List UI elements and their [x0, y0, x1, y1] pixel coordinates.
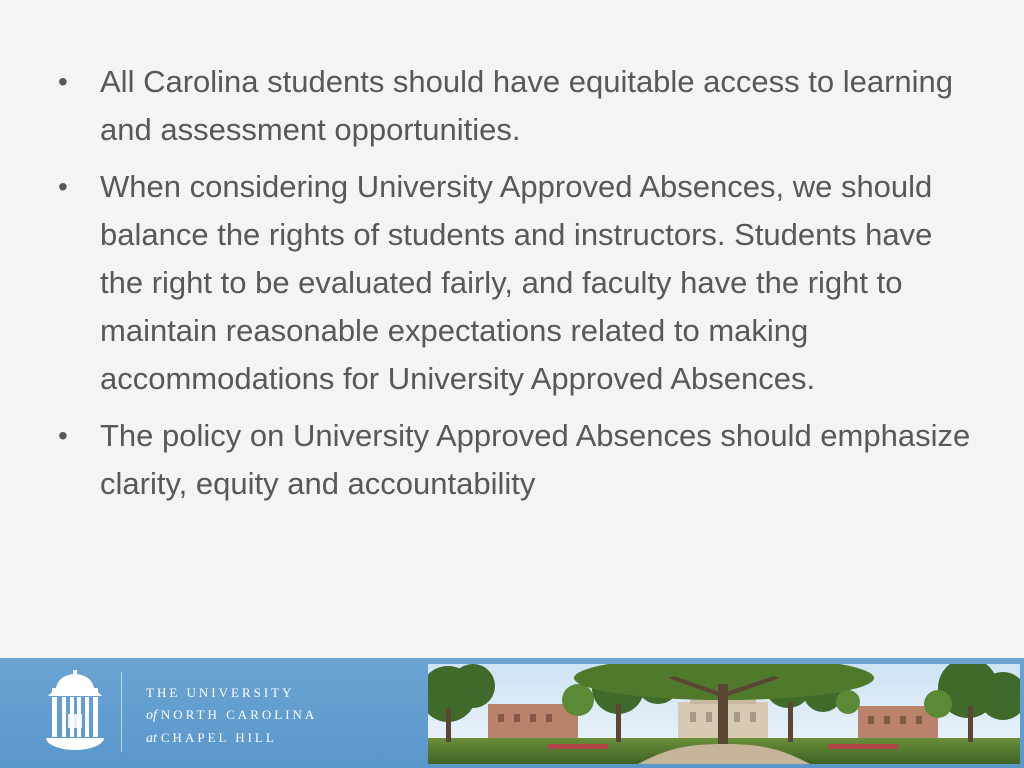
bullet-text: All Carolina students should have equitable access to learning and assessment opportunities.	[100, 64, 954, 147]
bullet-item	[58, 412, 978, 508]
wordmark-at: at	[146, 731, 157, 746]
bullet-icon: •	[58, 66, 68, 97]
bullet-icon: •	[58, 171, 68, 202]
bullet-icon: •	[58, 420, 68, 451]
campus-panorama-image	[428, 664, 1020, 764]
wordmark-line-2	[146, 704, 317, 727]
bullet-text: The policy on University Approved Absences should emphasize clarity, equity and accountability	[100, 418, 971, 501]
wordmark-state: NORTH CAROLINA	[160, 707, 318, 722]
university-wordmark	[146, 682, 317, 750]
wordmark-line-1: THE UNIVERSITY	[146, 685, 295, 700]
wordmark-line-3	[146, 727, 317, 750]
wordmark-campus: CHAPEL HILL	[160, 730, 277, 745]
wordmark-of: of	[146, 708, 157, 723]
old-well-icon	[40, 670, 110, 756]
footer-banner	[0, 658, 1024, 768]
bullet-item	[58, 58, 978, 154]
bullet-list	[58, 58, 978, 517]
bullet-text: When considering University Approved Absences, we should balance the rights of students and instructors. Students have the right to be evaluated fairly, and faculty have the right to maintain reasonable expectations related to making accommodations for University Approved Absences.	[100, 169, 933, 396]
footer-divider	[121, 672, 122, 752]
bullet-item	[58, 163, 978, 403]
